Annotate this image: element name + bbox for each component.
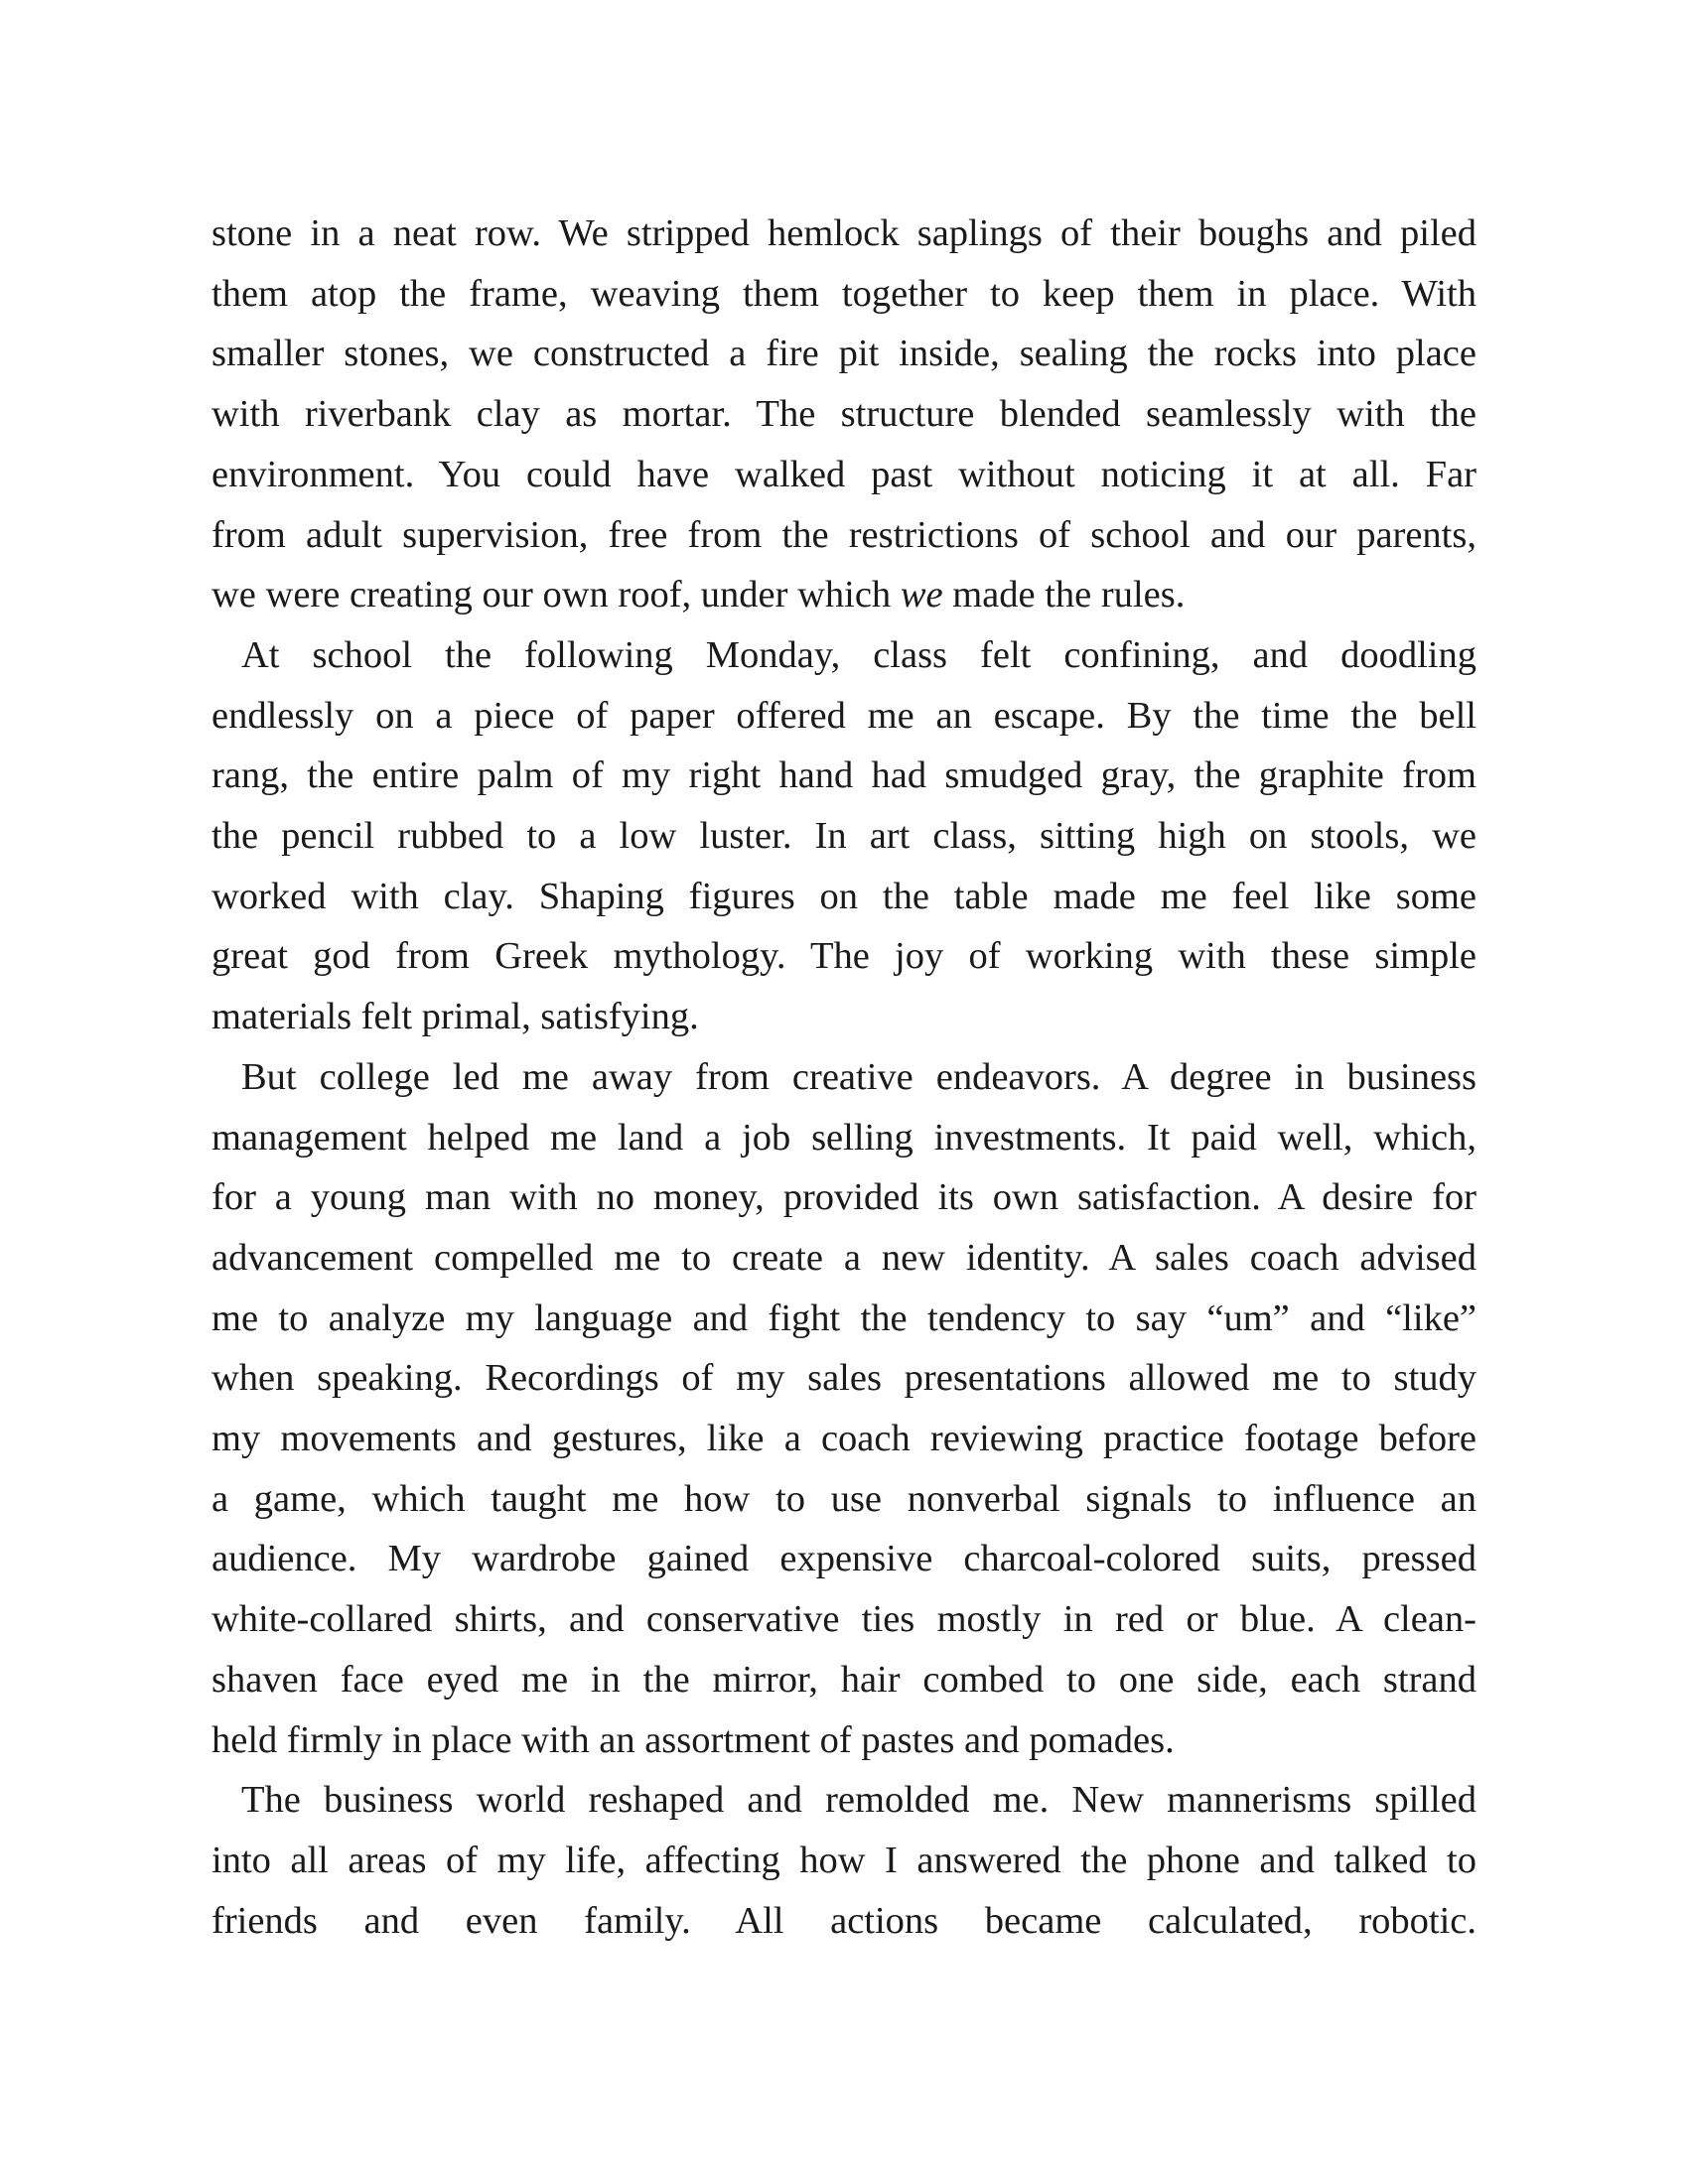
text-run: But college led me away from creative endeavors. A degree in business — [241, 1055, 1477, 1098]
text-line: for a young man with no money, provided its own satisfaction. A desire for — [211, 1176, 1477, 1219]
text-line: advancement compelled me to create a new identity. A sales coach advised — [211, 1236, 1477, 1279]
text-line — [211, 1770, 1477, 1831]
text-line: my movements and gestures, like a coach reviewing practice footage before — [211, 1418, 1477, 1460]
text-line: worked with clay. Shaping figures on the table made me feel like some — [211, 875, 1477, 917]
text-line: from adult supervision, free from the restrictions of school and our parents, — [211, 513, 1477, 556]
text-line: smaller stones, we constructed a fire pit inside, sealing the rocks into place — [211, 333, 1477, 375]
text-line: the pencil rubbed to a low luster. In art class, sitting high on stools, we — [211, 815, 1477, 858]
text-line: with riverbank clay as mortar. The structure blended seamlessly with the — [211, 393, 1477, 436]
text-line: stone in a neat row. We stripped hemlock saplings of their boughs and piled — [211, 212, 1477, 254]
text-line — [211, 565, 1477, 625]
text-line: great god from Greek mythology. The joy of working with these simple — [211, 935, 1477, 978]
text-run: we were creating our own roof, under which — [211, 574, 901, 616]
text-run: made the rules. — [942, 574, 1186, 616]
text-line: into all areas of my life, affecting how I answered the phone and talked to — [211, 1839, 1477, 1881]
page-body — [211, 204, 1477, 1951]
text-line — [211, 1047, 1477, 1108]
text-line — [211, 625, 1477, 686]
text-line: endlessly on a piece of paper offered me an escape. By the time the bell — [211, 694, 1477, 737]
text-line: held firmly in place with an assortment of pastes and pomades. — [211, 1718, 1175, 1761]
paragraph — [211, 625, 1477, 1047]
text-line: audience. My wardrobe gained expensive charcoal-colored suits, pressed — [211, 1538, 1477, 1580]
text-line: shaven face eyed me in the mirror, hair combed to one side, each strand — [211, 1658, 1477, 1701]
emphasis: we — [900, 574, 943, 616]
text-line: me to analyze my language and fight the tendency to say “um” and “like” — [211, 1297, 1477, 1339]
paragraph — [211, 204, 1477, 625]
paragraph — [211, 1770, 1477, 1951]
text-line: friends and even family. All actions became calculated, robotic. — [211, 1899, 1477, 1942]
text-run: The business world reshaped and remolded me. New mannerisms spilled — [241, 1779, 1477, 1822]
text-line: them atop the frame, weaving them together to keep them in place. With — [211, 272, 1477, 315]
text-run: At school the following Monday, class felt confining, and doodling — [241, 633, 1477, 676]
text-line: management helped me land a job selling investments. It paid well, which, — [211, 1116, 1477, 1159]
text-line: a game, which taught me how to use nonverbal signals to influence an — [211, 1477, 1477, 1520]
text-line: when speaking. Recordings of my sales presentations allowed me to study — [211, 1357, 1477, 1400]
text-line: rang, the entire palm of my right hand had smudged gray, the graphite from — [211, 754, 1477, 797]
paragraph — [211, 1047, 1477, 1770]
text-line: materials felt primal, satisfying. — [211, 996, 699, 1038]
text-line: white-collared shirts, and conservative ties mostly in red or blue. A clean- — [211, 1598, 1477, 1641]
text-line: environment. You could have walked past without noticing it at all. Far — [211, 453, 1477, 495]
